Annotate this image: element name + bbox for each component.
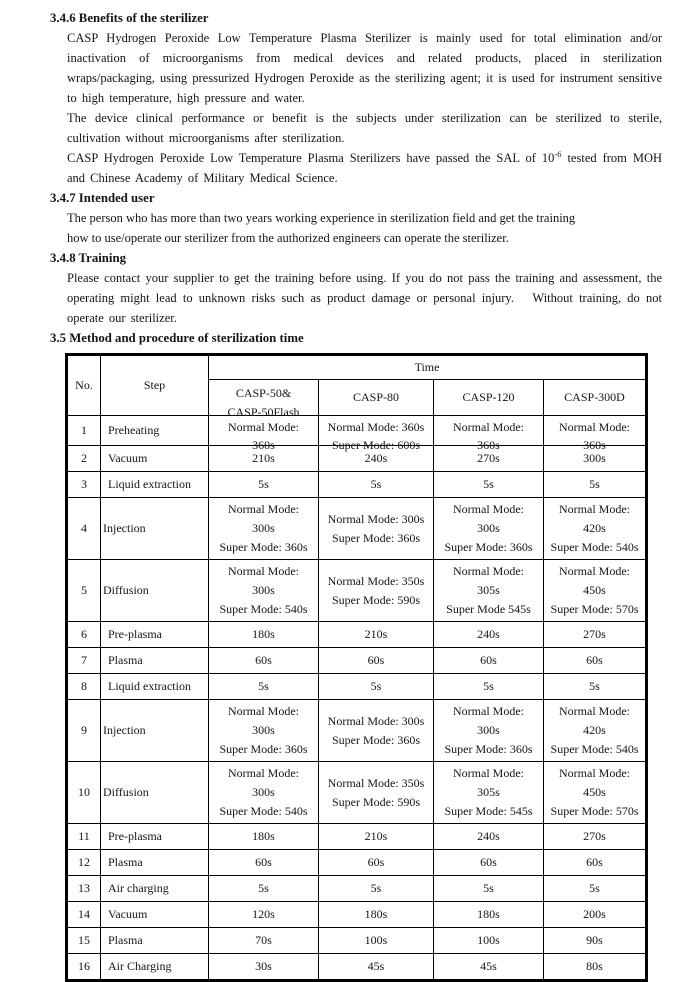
cell-time-3: 60s	[544, 648, 647, 674]
cell-time-2: 270s	[434, 446, 544, 472]
cell-time-3: 80s	[544, 954, 647, 981]
cell-step: Pre-plasma	[101, 622, 209, 648]
table-header-row-time	[67, 355, 647, 380]
cell-no: 12	[67, 850, 101, 876]
cell-time-0: 60s	[209, 850, 319, 876]
cell-no: 7	[67, 648, 101, 674]
cell-time-1: 100s	[319, 928, 434, 954]
cell-time-3: 60s	[544, 850, 647, 876]
cell-no: 15	[67, 928, 101, 954]
cell-step: Air Charging	[101, 954, 209, 981]
sterilization-time-table	[65, 353, 648, 982]
cell-time-0: 180s	[209, 622, 319, 648]
header-no: No.	[67, 355, 101, 416]
cell-time-2: 100s	[434, 928, 544, 954]
cell-time-1: 60s	[319, 850, 434, 876]
table-row	[67, 622, 647, 648]
cell-time-0: 30s	[209, 954, 319, 981]
cell-time-1: 240s	[319, 446, 434, 472]
cell-time-3: Normal Mode: 450s Super Mode: 570s	[544, 560, 647, 622]
cell-step: Injection	[101, 700, 209, 762]
cell-time-1: Normal Mode: 360s Super Mode: 600s	[319, 416, 434, 446]
cell-step: Air charging	[101, 876, 209, 902]
cell-no: 3	[67, 472, 101, 498]
cell-time-3: 90s	[544, 928, 647, 954]
cell-time-2: Normal Mode: 300s Super Mode: 360s	[434, 700, 544, 762]
cell-time-0: 5s	[209, 472, 319, 498]
paragraph-benefits-3	[67, 148, 662, 188]
cell-time-3: 200s	[544, 902, 647, 928]
cell-time-3: Normal Mode: 450s Super Mode: 570s	[544, 762, 647, 824]
paragraph-intended-line1: The person who has more than two years working experience in sterilization field and get the training	[67, 211, 576, 225]
cell-no: 1	[67, 416, 101, 446]
paragraph-benefits-1: CASP Hydrogen Peroxide Low Temperature Plasma Sterilizer is mainly used for total elimination and/or inactivation of microorganisms from medical devices and related products, placed in sterilization wraps/packaging, using pressurized Hydrogen Peroxide as the sterilizing agent; it is used for instrument sensitive to high temperature, high pressure and water.	[67, 31, 662, 105]
cell-time-0: 60s	[209, 648, 319, 674]
cell-step: Plasma	[101, 850, 209, 876]
table-row	[67, 850, 647, 876]
table-row	[67, 762, 647, 824]
cell-time-1: 45s	[319, 954, 434, 981]
cell-time-3: 5s	[544, 876, 647, 902]
cell-no: 4	[67, 498, 101, 560]
cell-time-0: Normal Mode: 300s Super Mode: 360s	[209, 700, 319, 762]
cell-time-0: 210s	[209, 446, 319, 472]
cell-time-1: 180s	[319, 902, 434, 928]
table-row	[67, 902, 647, 928]
table-row	[67, 700, 647, 762]
paragraph-benefits-2: The device clinical performance or benefit is the subjects under sterilization can be sterilized to sterile, cultivation without microorganisms after sterilization.	[67, 111, 662, 145]
header-time: Time	[209, 355, 647, 380]
cell-time-3: Normal Mode: 420s Super Mode: 540s	[544, 498, 647, 560]
header-model-1: CASP-80	[319, 380, 434, 416]
cell-no: 10	[67, 762, 101, 824]
cell-step: Liquid extraction	[101, 674, 209, 700]
paragraph-benefits-3-tail: tested from MOH and Chinese Academy of Military Medical Science.	[67, 151, 662, 185]
cell-time-2: 180s	[434, 902, 544, 928]
cell-time-1: 210s	[319, 824, 434, 850]
cell-step: Vacuum	[101, 446, 209, 472]
table-row	[67, 472, 647, 498]
cell-time-0: Normal Mode: 360s	[209, 416, 319, 446]
cell-step: Preheating	[101, 416, 209, 446]
table-row	[67, 928, 647, 954]
cell-step: Diffusion	[101, 560, 209, 622]
table-row	[67, 560, 647, 622]
cell-no: 16	[67, 954, 101, 981]
header-model-0: CASP-50& CASP-50Flash	[209, 380, 319, 416]
table-row	[67, 824, 647, 850]
cell-step: Plasma	[101, 648, 209, 674]
cell-no: 13	[67, 876, 101, 902]
table-row	[67, 674, 647, 700]
cell-step: Injection	[101, 498, 209, 560]
cell-time-1: Normal Mode: 300s Super Mode: 360s	[319, 498, 434, 560]
cell-time-1: 5s	[319, 472, 434, 498]
cell-time-2: 5s	[434, 674, 544, 700]
heading-benefits: 3.4.6 Benefits of the sterilizer	[50, 11, 209, 25]
cell-time-2: 240s	[434, 622, 544, 648]
heading-intended-user: 3.4.7 Intended user	[50, 191, 155, 205]
cell-time-3: 300s	[544, 446, 647, 472]
cell-time-2: Normal Mode: 300s Super Mode: 360s	[434, 498, 544, 560]
cell-no: 2	[67, 446, 101, 472]
table-row	[67, 498, 647, 560]
cell-time-1: Normal Mode: 350s Super Mode: 590s	[319, 560, 434, 622]
paragraph-training: Please contact your supplier to get the training before using. If you do not pass the training and assessment, the operating might lead to unknown risks such as product damage or personal injury. Without training, do not operate our sterilizer.	[67, 271, 662, 325]
table-body	[67, 416, 647, 981]
cell-step: Vacuum	[101, 902, 209, 928]
cell-time-2: 45s	[434, 954, 544, 981]
cell-time-1: 5s	[319, 876, 434, 902]
cell-time-3: 270s	[544, 824, 647, 850]
cell-time-2: Normal Mode: 305s Super Mode 545s	[434, 560, 544, 622]
paragraph-intended-line2: how to use/operate our sterilizer from the authorized engineers can operate the sterilizer.	[67, 231, 509, 245]
header-step: Step	[101, 355, 209, 416]
header-model-3: CASP-300D	[544, 380, 647, 416]
cell-no: 6	[67, 622, 101, 648]
cell-time-0: Normal Mode: 300s Super Mode: 360s	[209, 498, 319, 560]
cell-time-0: Normal Mode: 300s Super Mode: 540s	[209, 762, 319, 824]
cell-time-3: 5s	[544, 472, 647, 498]
cell-time-1: 210s	[319, 622, 434, 648]
cell-time-2: 5s	[434, 876, 544, 902]
cell-time-0: Normal Mode: 300s Super Mode: 540s	[209, 560, 319, 622]
cell-time-1: Normal Mode: 300s Super Mode: 360s	[319, 700, 434, 762]
cell-time-2: 60s	[434, 648, 544, 674]
cell-time-2: Normal Mode: 360s	[434, 416, 544, 446]
table-row	[67, 648, 647, 674]
cell-time-2: 5s	[434, 472, 544, 498]
table-row	[67, 416, 647, 446]
cell-step: Plasma	[101, 928, 209, 954]
cell-time-0: 5s	[209, 674, 319, 700]
cell-no: 8	[67, 674, 101, 700]
cell-step: Pre-plasma	[101, 824, 209, 850]
cell-no: 11	[67, 824, 101, 850]
cell-no: 14	[67, 902, 101, 928]
cell-time-0: 120s	[209, 902, 319, 928]
table-row	[67, 876, 647, 902]
cell-time-0: 5s	[209, 876, 319, 902]
cell-no: 9	[67, 700, 101, 762]
cell-time-0: 70s	[209, 928, 319, 954]
heading-training: 3.4.8 Training	[50, 251, 126, 265]
cell-time-3: Normal Mode: 360s	[544, 416, 647, 446]
cell-time-2: 240s	[434, 824, 544, 850]
cell-time-1: Normal Mode: 350s Super Mode: 590s	[319, 762, 434, 824]
cell-time-3: Normal Mode: 420s Super Mode: 540s	[544, 700, 647, 762]
heading-method: 3.5 Method and procedure of sterilization time	[50, 331, 304, 345]
cell-step: Diffusion	[101, 762, 209, 824]
header-model-2: CASP-120	[434, 380, 544, 416]
table-row	[67, 954, 647, 981]
cell-time-1: 60s	[319, 648, 434, 674]
cell-no: 5	[67, 560, 101, 622]
cell-time-3: 5s	[544, 674, 647, 700]
cell-time-0: 180s	[209, 824, 319, 850]
cell-time-1: 5s	[319, 674, 434, 700]
cell-time-2: 60s	[434, 850, 544, 876]
sal-superscript: -6	[554, 148, 562, 159]
cell-step: Liquid extraction	[101, 472, 209, 498]
cell-time-2: Normal Mode: 305s Super Mode: 545s	[434, 762, 544, 824]
paragraph-benefits-3-text: CASP Hydrogen Peroxide Low Temperature Plasma Sterilizers have passed the SAL of 10	[67, 151, 555, 165]
cell-time-3: 270s	[544, 622, 647, 648]
